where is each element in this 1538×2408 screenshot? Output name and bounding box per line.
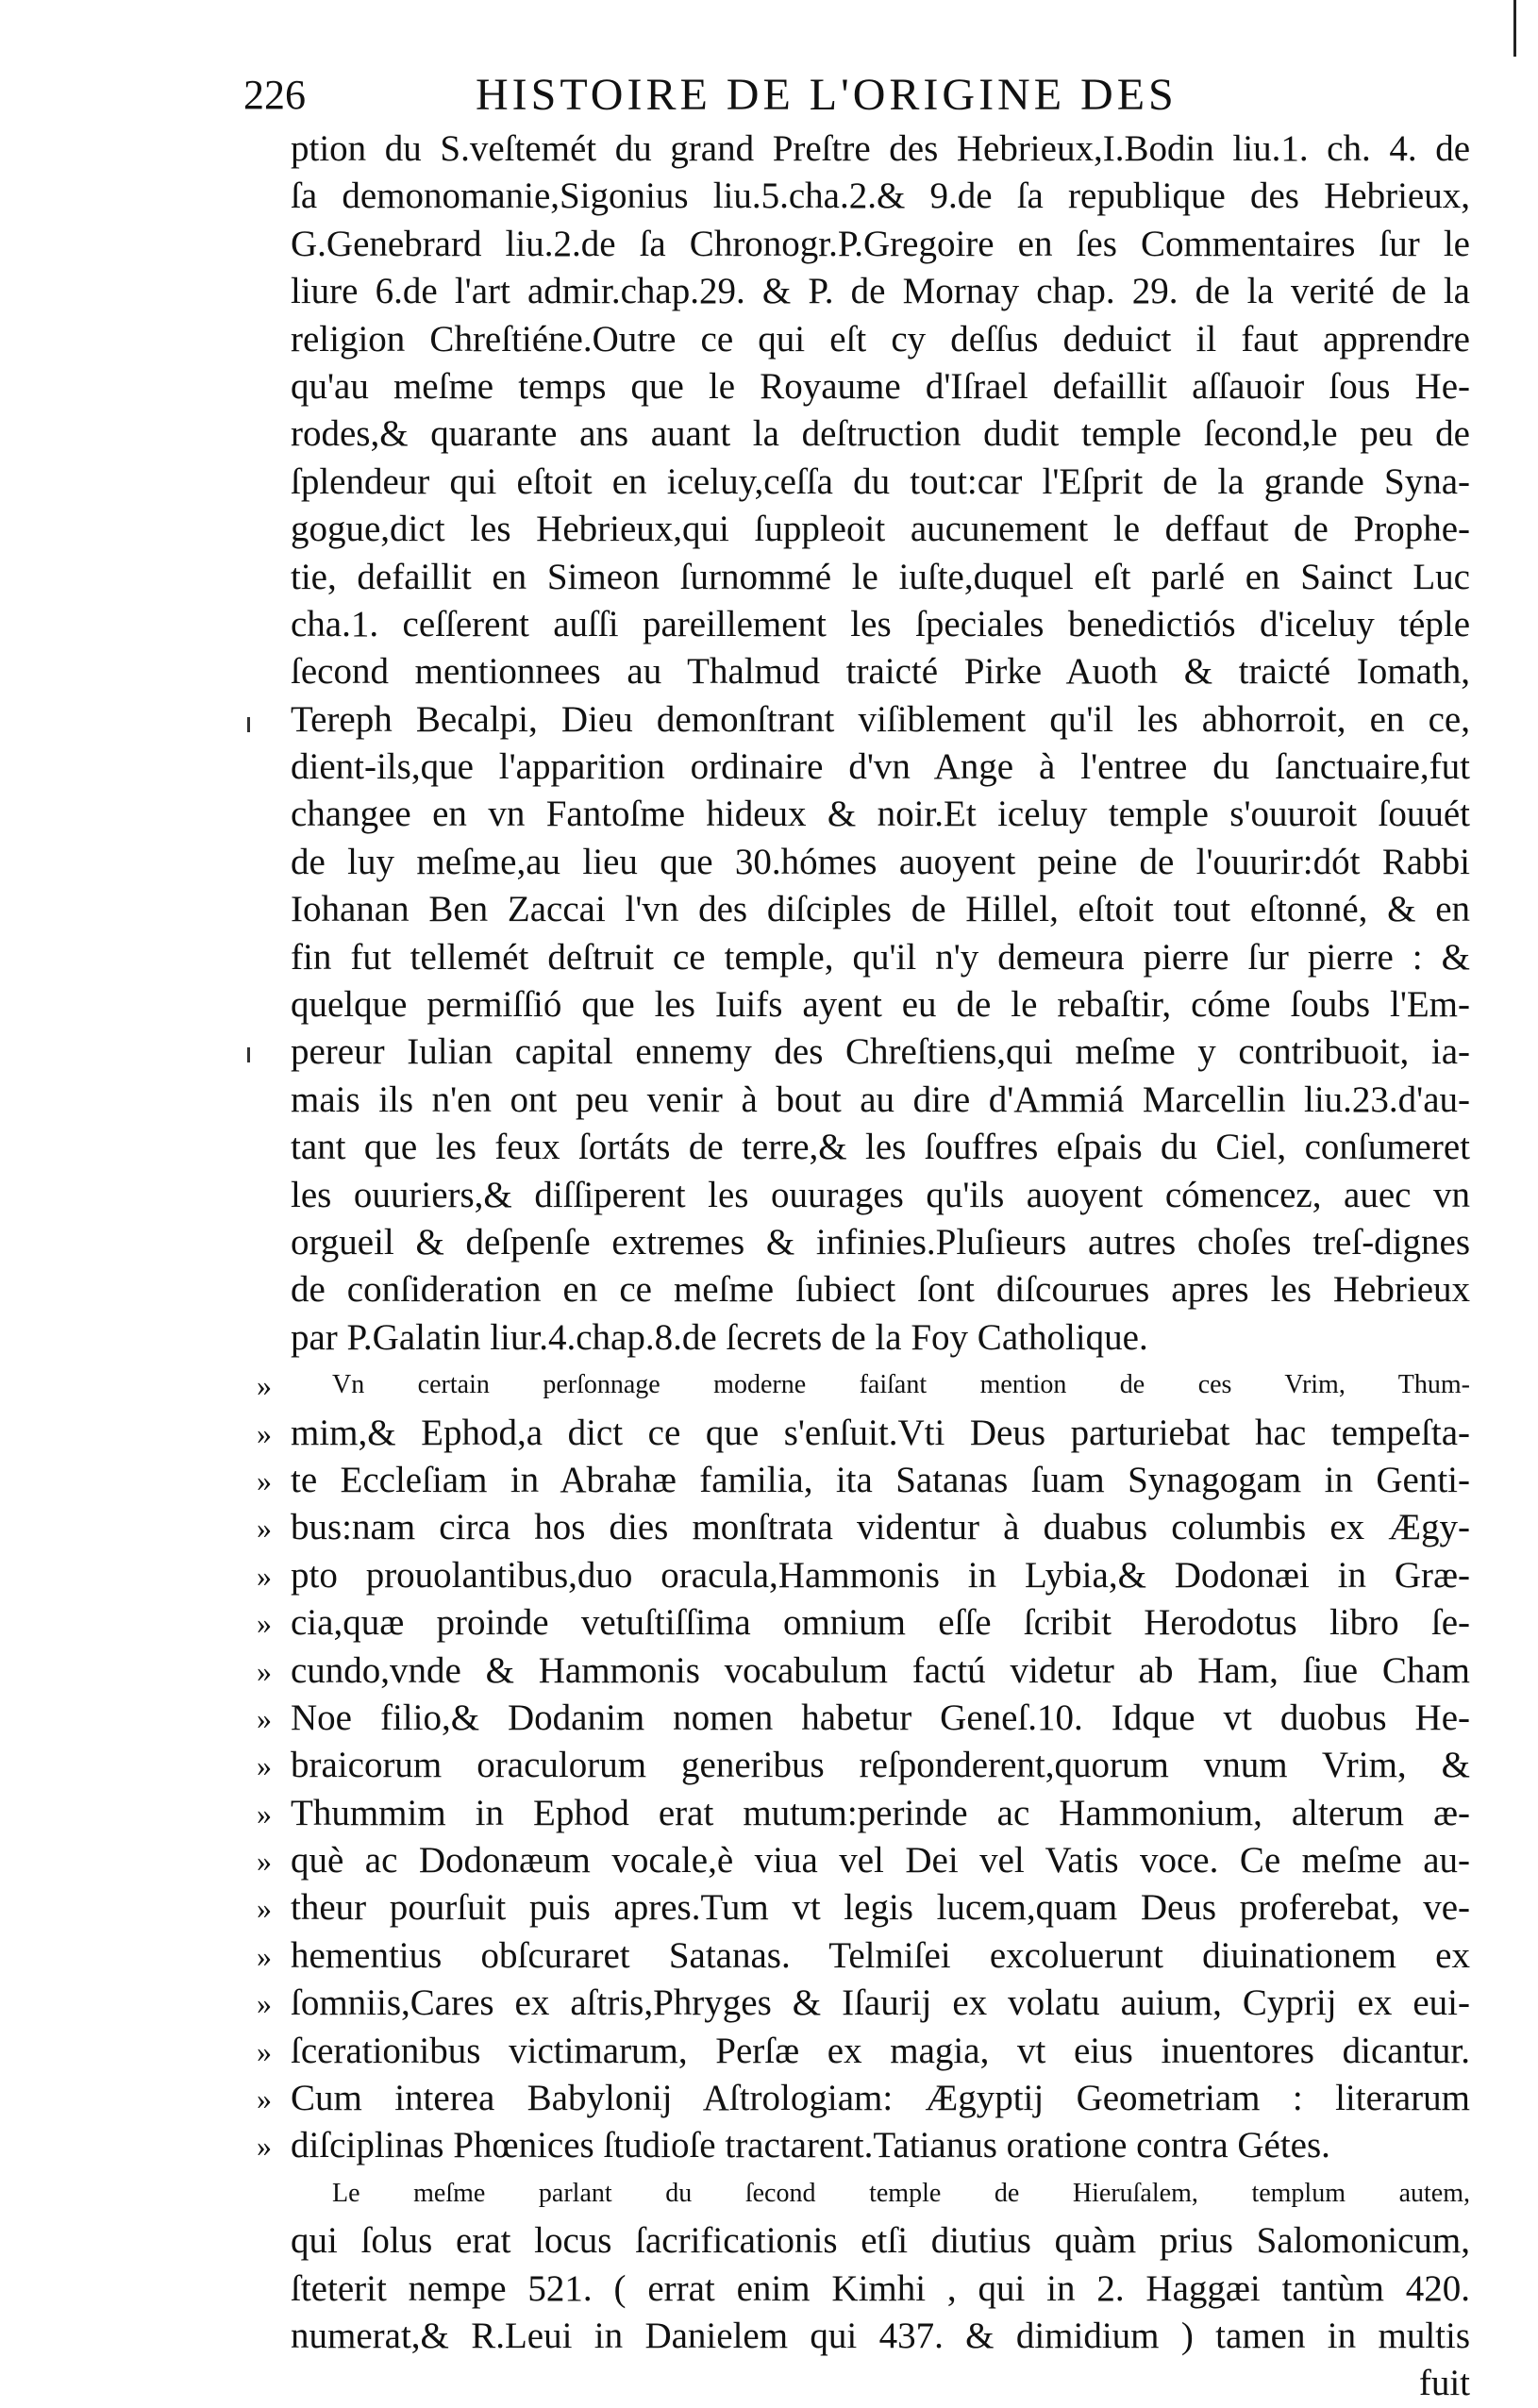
quoted-line: » pto prouolantibus,duo oracula,Hammonis in Lybia,& Dodonæi in Græ- bbox=[291, 1552, 1470, 1599]
quoted-line: » cundo,vnde & Hammonis vocabulum factú videtur ab Ham, ſiue Cham bbox=[291, 1647, 1470, 1695]
page-header bbox=[243, 62, 1470, 128]
text-line: tie, defaillit en Simeon ſurnommé le iuſte,duquel eſt parlé en Sainct Luc bbox=[291, 556, 1470, 597]
text-line: Le meſme parlant du ſecond temple de Hieruſalem, templum autem, bbox=[332, 2178, 1470, 2208]
text-line: dient-ils,que l'apparition ordinaire d'vn Ange à l'entree du ſanctuaire,fut bbox=[291, 746, 1470, 788]
text-line: ſteterit nempe 521. ( errat enim Kimhi , qui in 2. Haggæi tantùm 420. bbox=[291, 2267, 1470, 2309]
page-number: 226 bbox=[243, 72, 306, 118]
text-line: cha.1. ceſſerent auſſi pareillement les ſpeciales benedictiós d'iceluy téple bbox=[291, 603, 1470, 644]
quoted-line: » Vn certain perſonnage moderne faiſant mention de ces Vrim, Thum- bbox=[291, 1362, 1470, 1409]
text-line: ption du S.veſtemét du grand Preſtre des Hebrieux,I.Bodin liu.1. ch. 4. de bbox=[291, 128, 1470, 169]
text-line: gogue,dict les Hebrieux,qui ſuppleoit aucunement le deffaut de Prophe- bbox=[291, 509, 1470, 550]
margin-mark bbox=[247, 717, 250, 732]
text-line: Tereph Becalpi, Dieu demonſtrant viſiblement qu'il les abhorroit, en ce, bbox=[291, 698, 1470, 740]
running-title: HISTOIRE DE L'ORIGINE DES bbox=[476, 70, 1178, 120]
text-line: de conſideration en ce meſme ſubiect ſont diſcourues apres les Hebrieux bbox=[291, 1269, 1470, 1311]
text-line: G.Genebrard liu.2.de ſa Chronogr.P.Gregoire en ſes Commentaires ſur le bbox=[291, 223, 1470, 264]
quoted-line: » què ac Dodonæum vocale,è viua vel Dei vel Vatis voce. Ce meſme au- bbox=[291, 1837, 1470, 1884]
text-line: par P.Galatin liur.4.chap.8.de ſecrets de la Foy Catholique. bbox=[291, 1316, 1148, 1358]
quoted-line: » te Eccleſiam in Abrahæ familia, ita Satanas ſuam Synagogam in Genti- bbox=[291, 1457, 1470, 1504]
quoted-line: » hementius obſcuraret Satanas. Telmiſei excoluerunt diuinationem ex bbox=[291, 1932, 1470, 1980]
text-line: qu'au meſme temps que le Royaume d'Iſrael defaillit aſſauoir ſous He- bbox=[291, 365, 1470, 407]
binding-edge-mark bbox=[1513, 0, 1516, 57]
margin-mark bbox=[247, 1047, 250, 1062]
text-line: pereur Iulian capital ennemy des Chreſtiens,qui meſme y contribuoit, ia- bbox=[291, 1031, 1470, 1073]
text-line: ſa demonomanie,Sigonius liu.5.cha.2.& 9.de ſa republique des Hebrieux, bbox=[291, 176, 1470, 217]
text-line: quelque permiſſió que les Iuifs ayent eu de le rebaſtir, cóme ſoubs l'Em- bbox=[291, 984, 1470, 1026]
quoted-line: » mim,& Ephod,a dict ce que s'enſuit.Vti Deus parturiebat hac tempeſta- bbox=[291, 1410, 1470, 1457]
text-line: liure 6.de l'art admir.chap.29. & P. de Mornay chap. 29. de la verité de la bbox=[291, 271, 1470, 312]
text-line: religion Chreſtiéne.Outre ce qui eſt cy deſſus deduict il faut apprendre bbox=[291, 318, 1470, 360]
catchword: fuit bbox=[1418, 2363, 1470, 2404]
quoted-line: » Cum interea Babylonij Aſtrologiam: Ægyptij Geometriam : literarum bbox=[291, 2075, 1470, 2122]
quoted-line: » cia,quæ proinde vetuſtiſſima omnium eſſe ſcribit Herodotus libro ſe- bbox=[291, 1599, 1470, 1647]
quoted-line: » Thummim in Ephod erat mutum:perinde ac Hammonium, alterum æ- bbox=[291, 1790, 1470, 1837]
quoted-line: » theur pourſuit puis apres.Tum vt legis lucem,quam Deus proferebat, ve- bbox=[291, 1884, 1470, 1931]
quoted-line: » ſomniis,Cares ex aſtris,Phryges & Iſaurij ex volatu auium, Cyprij ex eui- bbox=[291, 1980, 1470, 2027]
text-line: Iohanan Ben Zaccai l'vn des diſciples de Hillel, eſtoit tout eſtonné, & en bbox=[291, 889, 1470, 930]
quoted-line: » braicorum oraculorum generibus reſponderent,quorum vnum Vrim, & bbox=[291, 1742, 1470, 1789]
text-line: mais ils n'en ont peu venir à bout au dire d'Ammiá Marcellin liu.23.d'au- bbox=[291, 1079, 1470, 1120]
text-line: changee en vn Fantoſme hideux & noir.Et iceluy temple s'ouuroit ſouuét bbox=[291, 794, 1470, 835]
text-line: rodes,& quarante ans auant la deſtruction dudit temple ſecond,le peu de bbox=[291, 413, 1470, 455]
quoted-line: » diſciplinas Phœnices ſtudioſe tractarent.Tatianus oratione contra Gétes. bbox=[291, 2122, 1470, 2169]
text-line: numerat,& R.Leui in Danielem qui 437. & dimidium ) tamen in multis bbox=[291, 2315, 1470, 2356]
text-line: de luy meſme,au lieu que 30.hómes auoyent peine de l'ouurir:dót Rabbi bbox=[291, 841, 1470, 882]
text-line: tant que les feux ſortáts de terre,& les ſouffres eſpais du Ciel, conſumeret bbox=[291, 1127, 1470, 1168]
text-line: les ouuriers,& diſſiperent les ouurages qu'ils auoyent cómencez, auec vn bbox=[291, 1174, 1470, 1215]
text-line: ſecond mentionnees au Thalmud traicté Pirke Auoth & traicté Iomath, bbox=[291, 651, 1470, 693]
quoted-line: » bus:nam circa hos dies monſtrata videntur à duabus columbis ex Ægy- bbox=[291, 1504, 1470, 1551]
quoted-line: » ſcerationibus victimarum, Perſæ ex magia, vt eius inuentores dicantur. bbox=[291, 2028, 1470, 2075]
body-text bbox=[291, 125, 1470, 2408]
quoted-line: » Noe filio,& Dodanim nomen habetur Geneſ.10. Idque vt duobus He- bbox=[291, 1695, 1470, 1742]
text-line: orgueil & deſpenſe extremes & infinies.Pluſieurs autres choſes treſ-dignes bbox=[291, 1221, 1470, 1263]
text-line: qui ſolus erat locus ſacrificationis etſi diutius quàm prius Salomonicum, bbox=[291, 2220, 1470, 2262]
text-line: fin fut tellemét deſtruit ce temple, qu'il n'y demeura pierre ſur pierre : & bbox=[291, 936, 1470, 978]
text-line: ſplendeur qui eſtoit en iceluy,ceſſa du tout:car l'Eſprit de la grande Syna- bbox=[291, 460, 1470, 502]
